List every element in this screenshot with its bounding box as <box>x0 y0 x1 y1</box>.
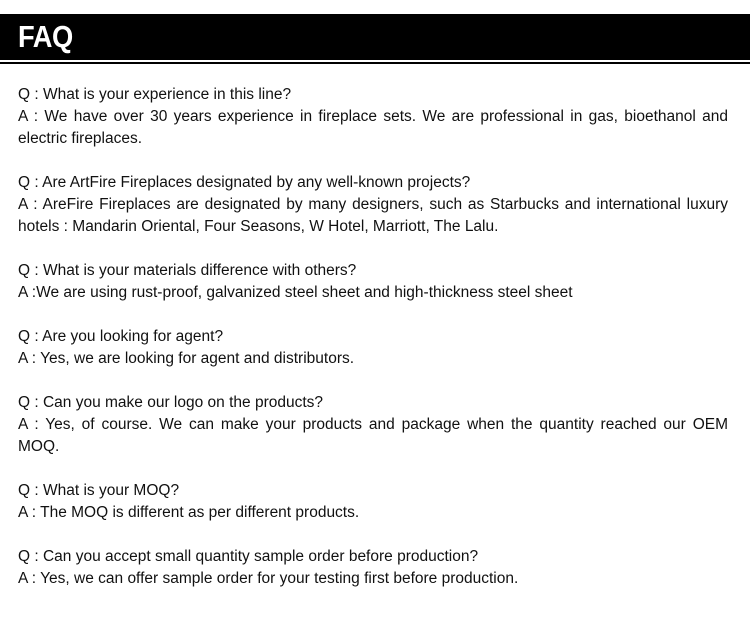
faq-answer: A : Yes, we are looking for agent and distributors. <box>18 350 355 367</box>
faq-item <box>18 260 728 304</box>
faq-item <box>18 84 728 150</box>
faq-list <box>18 84 728 612</box>
faq-question: Q : What is your materials difference with others? <box>18 262 357 279</box>
faq-question: Q : Are ArtFire Fireplaces designated by any well-known projects? <box>18 174 471 191</box>
faq-question: Q : What is your experience in this line? <box>18 86 292 103</box>
faq-item <box>18 326 728 370</box>
faq-item <box>18 480 728 524</box>
faq-question: Q : What is your MOQ? <box>18 482 180 499</box>
faq-answer: A : AreFire Fireplaces are designated by many designers, such as Starbucks and international luxury hotels : Mandarin Oriental, Four Seasons, W Hotel, Marriott, The Lalu. <box>18 196 728 235</box>
faq-item <box>18 172 728 238</box>
faq-answer: A : We have over 30 years experience in fireplace sets. We are professional in gas, bioethanol and electric fireplaces. <box>18 108 728 147</box>
faq-question: Q : Are you looking for agent? <box>18 328 224 345</box>
faq-answer: A : The MOQ is different as per different products. <box>18 504 360 521</box>
faq-answer: A :We are using rust-proof, galvanized steel sheet and high-thickness steel sheet <box>18 284 573 301</box>
faq-item <box>18 392 728 458</box>
faq-header-bar <box>0 14 750 60</box>
faq-answer: A : Yes, of course. We can make your products and package when the quantity reached our OEM MOQ. <box>18 416 728 455</box>
header-divider <box>0 62 750 64</box>
faq-question: Q : Can you make our logo on the products? <box>18 394 324 411</box>
faq-answer: A : Yes, we can offer sample order for your testing first before production. <box>18 570 519 587</box>
faq-question: Q : Can you accept small quantity sample order before production? <box>18 548 479 565</box>
page-title: FAQ <box>18 19 73 54</box>
faq-item <box>18 546 728 590</box>
